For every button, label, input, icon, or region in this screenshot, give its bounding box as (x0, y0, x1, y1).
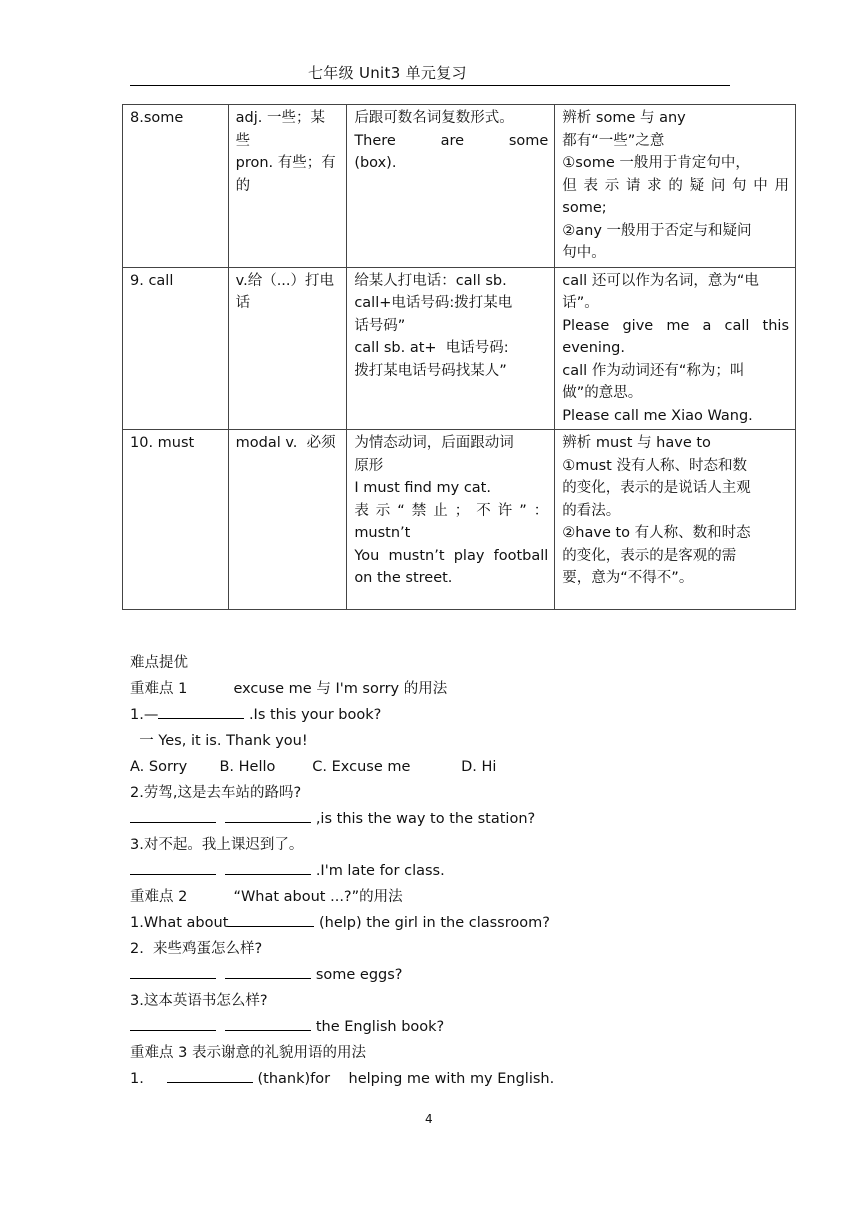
note-cell (555, 105, 796, 268)
note-line: ②have to 有人称、数和时态 (562, 525, 751, 541)
question-text: ,is this the way to the station? (311, 811, 536, 827)
pos-line: modal v. 必须 (235, 435, 336, 451)
word-cell (123, 267, 229, 430)
note-cell (555, 267, 796, 430)
question-line (130, 910, 770, 936)
answer-line: 一 Yes, it is. Thank you! (130, 733, 308, 749)
word-cell (123, 430, 229, 610)
usage-line: on the street. (354, 570, 453, 586)
point-label: 重难点 2 (130, 889, 188, 905)
note-line: 辨析 must 与 have to (562, 435, 711, 451)
usage-line: 话号码” (354, 317, 406, 334)
usage-line: 表示“禁止；不许”： (354, 502, 549, 519)
question-prefix: 1.— (130, 707, 159, 723)
question-line: 3.这本英语书怎么样? (130, 993, 268, 1009)
question-line (130, 702, 770, 728)
usage-cell (347, 105, 555, 268)
point-topic: “What about ...?”的用法 (233, 889, 403, 905)
usage-cell (347, 267, 555, 430)
fill-line (130, 858, 770, 884)
note-line: 要，意为“不得不”。 (562, 570, 694, 586)
options-line (130, 754, 770, 780)
usage-line: There are some (354, 132, 549, 149)
pos-line: adj. 一些；某 (235, 110, 325, 126)
question-text: some eggs? (311, 967, 403, 983)
question-text: the English book? (311, 1019, 445, 1035)
point-label: 重难点 1 (130, 681, 188, 697)
question-text: (help) the girl in the classroom? (314, 915, 550, 931)
question-prefix: 1.What about (130, 915, 229, 931)
note-line: call 作为动词还有“称为；叫 (562, 362, 745, 379)
question-text: .Is this your book? (244, 707, 382, 723)
pos-cell (228, 267, 347, 430)
answer-blank[interactable] (225, 1015, 311, 1031)
section-title: 难点提优 (130, 655, 188, 671)
page-header-title: 七年级 Unit3 单元复习 (308, 64, 467, 82)
question-text: .I'm late for class. (311, 863, 445, 879)
note-line: 话”。 (562, 295, 599, 311)
usage-line: mustn’t (354, 525, 411, 541)
note-line: 做”的意思。 (562, 385, 643, 401)
usage-line: 为情态动词，后面跟动词 (354, 435, 514, 451)
usage-line: call+电话号码:拨打某电 (354, 295, 513, 311)
vocabulary-table (122, 104, 796, 610)
pos-cell (228, 430, 347, 610)
answer-blank[interactable] (225, 807, 311, 823)
point-heading (130, 884, 770, 910)
option-a[interactable]: A. Sorry (130, 759, 188, 775)
question-line: 2. 来些鸡蛋怎么样? (130, 941, 263, 957)
fill-line (130, 962, 770, 988)
table-row (123, 267, 796, 430)
question-text: (thank)for helping me with my English. (252, 1071, 555, 1087)
note-line: 都有“一些”之意 (562, 132, 665, 149)
usage-line: 后跟可数名词复数形式。 (354, 110, 514, 126)
note-line: evening. (562, 340, 625, 356)
note-line: 的变化，表示的是说话人主观 (562, 480, 751, 496)
point-topic: excuse me 与 I'm sorry 的用法 (233, 681, 448, 697)
note-line: 但表示请求的疑问句中用 (562, 177, 789, 194)
note-line: 句中。 (562, 245, 606, 261)
word-text: 10. must (130, 435, 195, 451)
fill-line (130, 806, 770, 832)
table-row (123, 430, 796, 610)
usage-line: You mustn’t play football (354, 547, 549, 564)
answer-blank[interactable] (130, 859, 216, 875)
usage-line: (box). (354, 155, 397, 171)
option-b[interactable]: B. Hello (219, 759, 276, 775)
pos-line: 话 (235, 295, 251, 311)
note-line: ②any 一般用于否定与和疑问 (562, 222, 752, 239)
word-text: 9. call (130, 272, 174, 289)
note-line: 的变化，表示的是客观的需 (562, 547, 737, 564)
usage-line: 给某人打电话：call sb. (354, 272, 507, 289)
exercise-section (130, 650, 770, 1092)
note-line: some; (562, 200, 607, 216)
table-row (123, 105, 796, 268)
note-line: Please call me Xiao Wang. (562, 407, 753, 424)
word-cell (123, 105, 229, 268)
usage-line: call sb. at+ 电话号码: (354, 340, 509, 356)
usage-line: 拨打某电话号码找某人” (354, 362, 507, 379)
note-cell (555, 430, 796, 610)
note-line: ①some 一般用于肯定句中， (562, 155, 750, 171)
pos-line: 的 (235, 177, 251, 194)
note-line: 的看法。 (562, 502, 621, 519)
answer-blank[interactable] (225, 963, 311, 979)
note-line: Please give me a call this (562, 317, 789, 334)
option-c[interactable]: C. Excuse me (312, 759, 411, 775)
question-line (130, 1066, 770, 1092)
pos-line: pron. 有些；有 (235, 155, 336, 171)
fill-line (130, 1014, 770, 1040)
answer-blank[interactable] (130, 807, 216, 823)
note-line: call 还可以作为名词，意为“电 (562, 272, 759, 289)
point-heading: 重难点 3 表示谢意的礼貌用语的用法 (130, 1045, 366, 1061)
point-heading (130, 676, 770, 702)
usage-cell (347, 430, 555, 610)
answer-blank[interactable] (130, 963, 216, 979)
word-text: 8.some (130, 110, 184, 126)
answer-blank[interactable] (225, 859, 311, 875)
note-line: 辨析 some 与 any (562, 110, 686, 126)
note-line: ①must 没有人称、时态和数 (562, 457, 747, 474)
usage-line: 原形 (354, 457, 384, 474)
usage-line: I must find my cat. (354, 480, 491, 496)
question-prefix: 1. (130, 1071, 144, 1087)
pos-cell (228, 105, 347, 268)
answer-blank[interactable] (228, 911, 314, 927)
header-divider (130, 85, 730, 86)
question-line: 3.对不起。我上课迟到了。 (130, 837, 304, 853)
question-line: 2.劳驾,这是去车站的路吗? (130, 785, 302, 801)
page-number: 4 (425, 1112, 433, 1126)
option-d[interactable]: D. Hi (461, 759, 497, 775)
pos-line: 些 (235, 132, 251, 149)
answer-blank[interactable] (158, 703, 244, 719)
answer-blank[interactable] (130, 1015, 216, 1031)
pos-line: v.给（...）打电 (235, 272, 335, 289)
answer-blank[interactable] (167, 1067, 253, 1083)
